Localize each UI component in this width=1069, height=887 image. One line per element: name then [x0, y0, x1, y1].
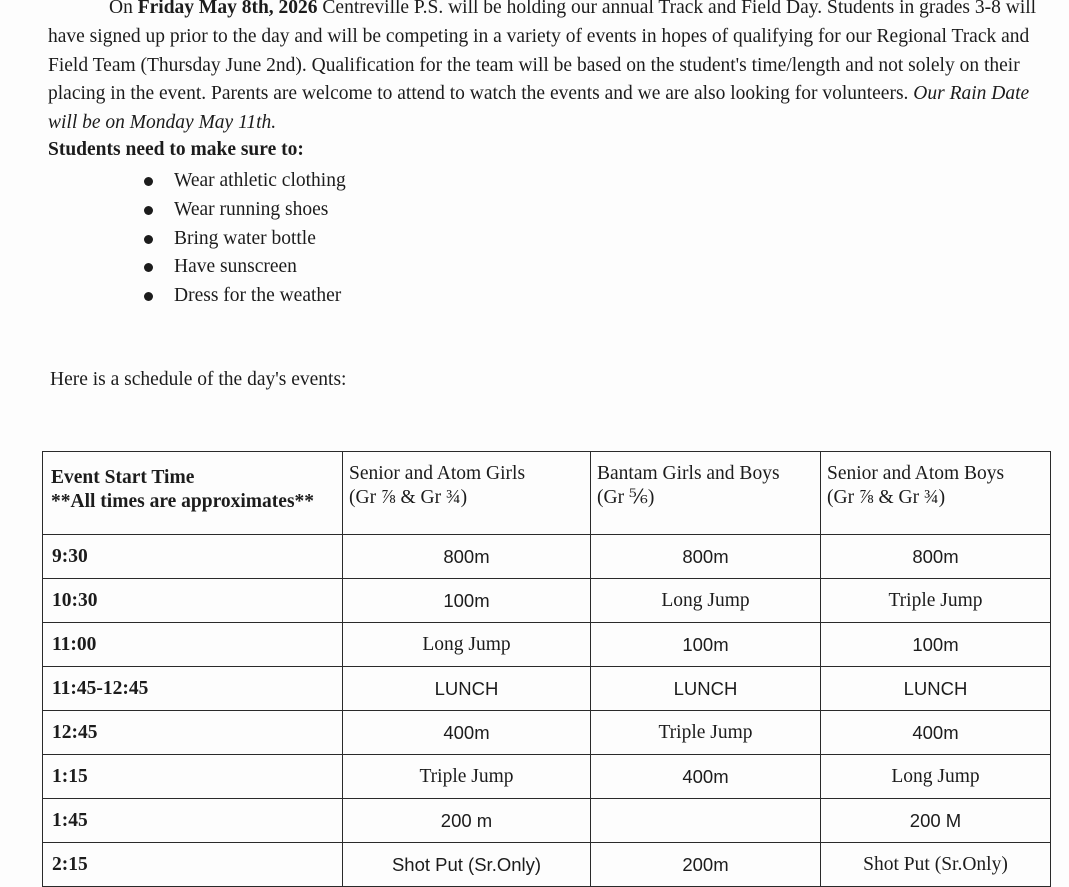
table-row [43, 711, 1051, 755]
intro-body: Centreville P.S. will be holding our annual Track and Field Day. Students in grades 3-8 will have signed up prior to the day and will be competing in a variety of events in hopes of qualifying for our Regional Track and Field Team (Thursday June 2nd). Qualification for the team will be based on the student's time/length and not solely on their placing in the event. Parents are welcome to attend to watch the events and we are also looking for volunteers. [48, 0, 1037, 105]
table-cell: Shot Put (Sr.Only) [821, 843, 1051, 887]
bullet-icon [144, 292, 153, 301]
list-item: Wear athletic clothing [140, 167, 346, 196]
table-cell: LUNCH [821, 667, 1051, 711]
table-cell: Triple Jump [821, 579, 1051, 623]
students-need-list [140, 167, 346, 311]
table-row [43, 623, 1051, 667]
table-cell: 400m [343, 711, 591, 755]
table-cell: 400m [821, 711, 1051, 755]
table-row [43, 755, 1051, 799]
table-cell: Triple Jump [591, 711, 821, 755]
table-cell: 400m [591, 755, 821, 799]
time-cell: 1:45 [43, 799, 343, 843]
list-item: Have sunscreen [140, 253, 346, 282]
intro-paragraph [48, 0, 1058, 138]
event-date: Friday May 8th, 2026 [137, 0, 318, 18]
time-cell: 11:45-12:45 [43, 667, 343, 711]
header-senior-atom-boys: Senior and Atom Boys (Gr ⅞ & Gr ¾) [821, 452, 1051, 535]
table-cell: Long Jump [343, 623, 591, 667]
header-senior-atom-girls: Senior and Atom Girls (Gr ⅞ & Gr ¾) [343, 452, 591, 535]
table-cell: 100m [343, 579, 591, 623]
table-cell: Long Jump [591, 579, 821, 623]
table-cell: 200m [591, 843, 821, 887]
bullet-icon [144, 235, 153, 244]
table-cell: 100m [821, 623, 1051, 667]
bullet-icon [144, 177, 153, 186]
header-event-start-time: Event Start Time **All times are approximates** [43, 452, 343, 535]
rain-date: Our Rain Date will be on Monday May 11th. [48, 83, 1030, 134]
table-cell: 800m [821, 535, 1051, 579]
time-cell: 9:30 [43, 535, 343, 579]
table-cell [591, 799, 821, 843]
intro-lead: On [109, 0, 138, 18]
list-item: Bring water bottle [140, 225, 346, 254]
bullet-icon [144, 263, 153, 272]
table-cell: 200 M [821, 799, 1051, 843]
table-row [43, 667, 1051, 711]
table-cell: 100m [591, 623, 821, 667]
table-row [43, 535, 1051, 579]
table-cell: Long Jump [821, 755, 1051, 799]
schedule-intro: Here is a schedule of the day's events: [50, 369, 347, 390]
table-cell: 200 m [343, 799, 591, 843]
table-cell: 800m [343, 535, 591, 579]
table-cell: LUNCH [343, 667, 591, 711]
time-cell: 1:15 [43, 755, 343, 799]
list-item: Dress for the weather [140, 282, 346, 311]
table-cell: 800m [591, 535, 821, 579]
bullet-icon [144, 206, 153, 215]
table-cell: Triple Jump [343, 755, 591, 799]
schedule-table [42, 451, 1051, 887]
time-cell: 12:45 [43, 711, 343, 755]
table-row [43, 799, 1051, 843]
table-header-row [43, 452, 1051, 535]
students-need-heading: Students need to make sure to: [48, 139, 304, 160]
list-item: Wear running shoes [140, 196, 346, 225]
table-row [43, 579, 1051, 623]
time-cell: 10:30 [43, 579, 343, 623]
table-cell: LUNCH [591, 667, 821, 711]
time-cell: 11:00 [43, 623, 343, 667]
time-cell: 2:15 [43, 843, 343, 887]
header-bantam-girls-boys: Bantam Girls and Boys (Gr ⅚) [591, 452, 821, 535]
table-cell: Shot Put (Sr.Only) [343, 843, 591, 887]
table-row [43, 843, 1051, 887]
